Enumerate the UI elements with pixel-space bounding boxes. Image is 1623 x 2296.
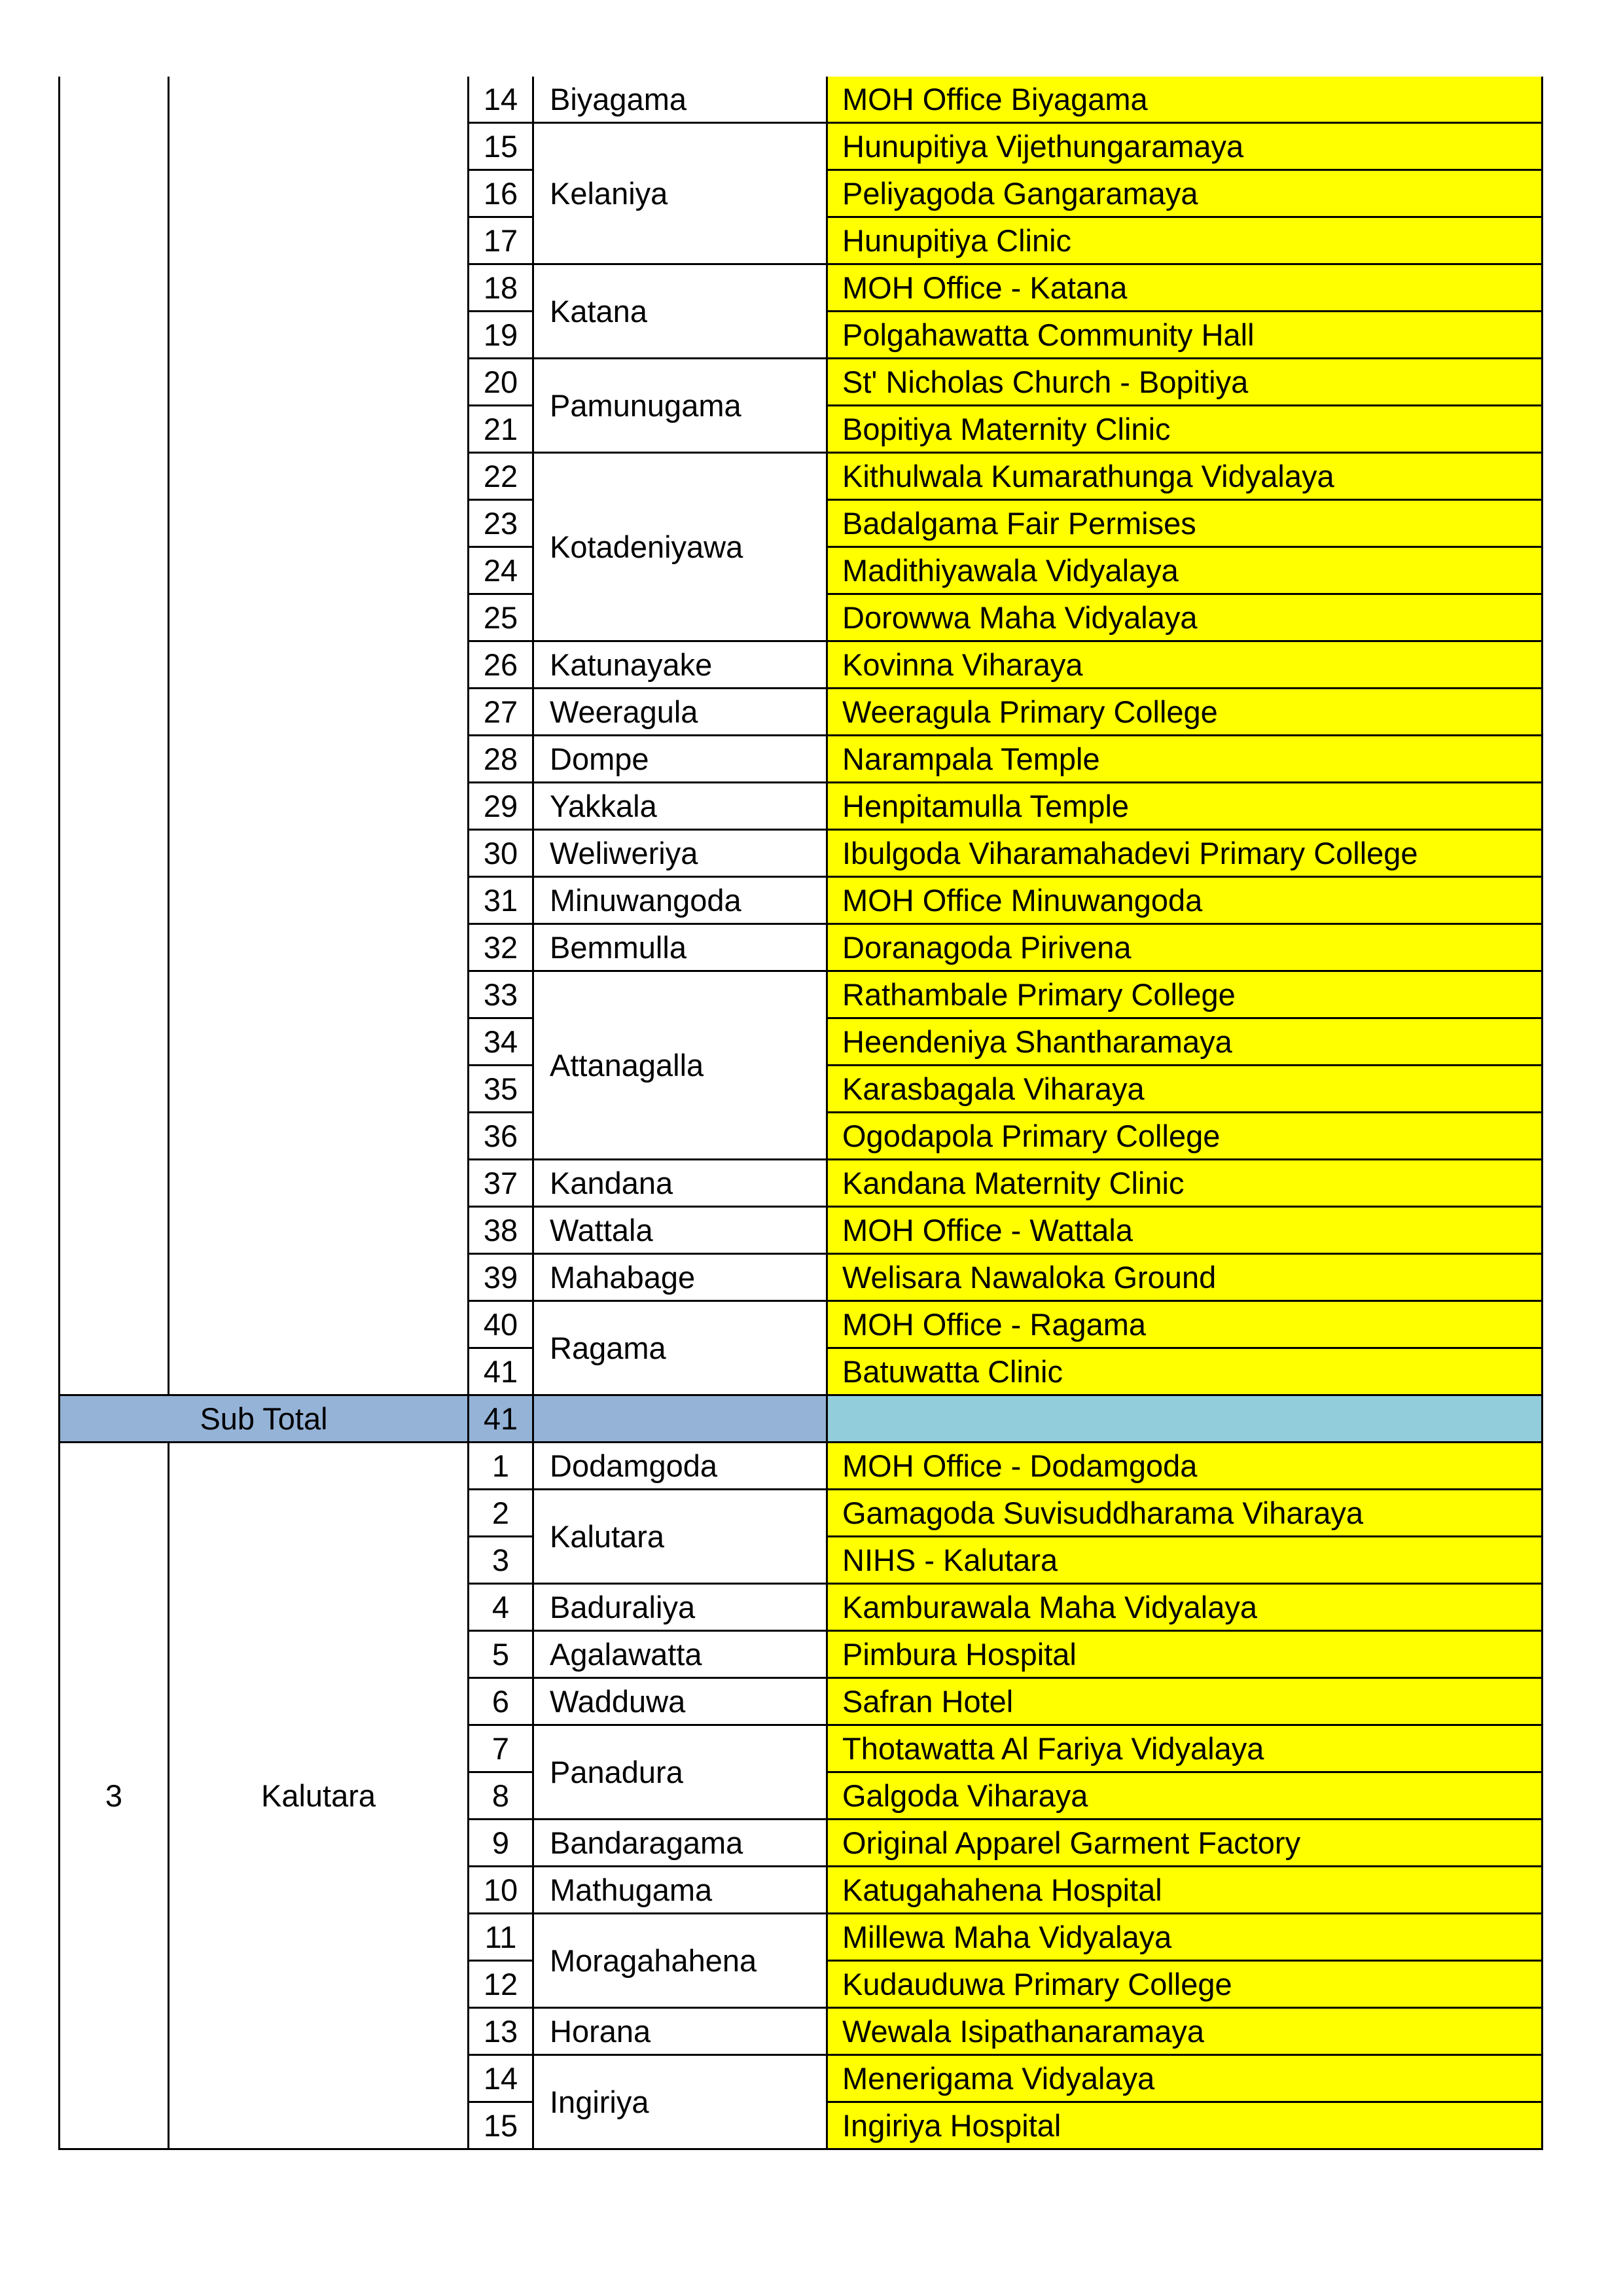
row-number: 24 — [469, 547, 533, 594]
row-number: 20 — [469, 359, 533, 406]
centre-location: Galgoda Viharaya — [827, 1772, 1543, 1820]
moh-area: Pamunugama — [533, 359, 827, 453]
centre-location: Welisara Nawaloka Ground — [827, 1254, 1543, 1301]
centre-location: Heendeniya Shantharamaya — [827, 1018, 1543, 1066]
centre-location: Batuwatta Clinic — [827, 1348, 1543, 1395]
centre-location: Ingiriya Hospital — [827, 2102, 1543, 2149]
moh-area: Yakkala — [533, 783, 827, 830]
centre-location: Karasbagala Viharaya — [827, 1066, 1543, 1113]
moh-area: Katana — [533, 264, 827, 359]
centre-location: MOH Office Minuwangoda — [827, 877, 1543, 924]
moh-area: Dompe — [533, 736, 827, 783]
moh-area: Mahabage — [533, 1254, 827, 1301]
subtotal-location-blank — [827, 1395, 1543, 1443]
row-number: 18 — [469, 264, 533, 312]
row-number: 27 — [469, 689, 533, 736]
moh-area: Bemmulla — [533, 924, 827, 971]
centre-location: Thotawatta Al Fariya Vidyalaya — [827, 1725, 1543, 1772]
centre-location: Weeragula Primary College — [827, 689, 1543, 736]
row-number: 16 — [469, 170, 533, 217]
moh-area: Baduraliya — [533, 1584, 827, 1631]
moh-area: Moragahahena — [533, 1914, 827, 2008]
row-number: 14 — [469, 2055, 533, 2102]
row-number: 30 — [469, 830, 533, 877]
row-number: 1 — [469, 1443, 533, 1490]
row-number: 36 — [469, 1113, 533, 1160]
row-number: 2 — [469, 1490, 533, 1537]
row-number: 11 — [469, 1914, 533, 1961]
row-number: 40 — [469, 1301, 533, 1348]
row-number: 9 — [469, 1820, 533, 1867]
moh-area: Ingiriya — [533, 2055, 827, 2149]
moh-area: Wattala — [533, 1207, 827, 1254]
table-row — [60, 1443, 1543, 1490]
district-index: 3 — [60, 1443, 169, 2149]
row-number: 14 — [469, 77, 533, 123]
row-number: 7 — [469, 1725, 533, 1772]
centre-location: Dorowwa Maha Vidyalaya — [827, 594, 1543, 641]
centre-location: MOH Office - Wattala — [827, 1207, 1543, 1254]
row-number: 37 — [469, 1160, 533, 1207]
moh-area: Kotadeniyawa — [533, 453, 827, 641]
centre-location: Ogodapola Primary College — [827, 1113, 1543, 1160]
moh-area: Minuwangoda — [533, 877, 827, 924]
row-number: 13 — [469, 2008, 533, 2055]
moh-area: Mathugama — [533, 1867, 827, 1914]
centre-location: Narampala Temple — [827, 736, 1543, 783]
table-row — [60, 77, 1543, 123]
centre-location: Kithulwala Kumarathunga Vidyalaya — [827, 453, 1543, 500]
moh-area: Wadduwa — [533, 1678, 827, 1725]
row-number: 6 — [469, 1678, 533, 1725]
centre-location: Badalgama Fair Permises — [827, 500, 1543, 547]
moh-area: Kelaniya — [533, 123, 827, 264]
centre-location: Polgahawatta Community Hall — [827, 312, 1543, 359]
centre-location: Ibulgoda Viharamahadevi Primary College — [827, 830, 1543, 877]
centre-location: Doranagoda Pirivena — [827, 924, 1543, 971]
centre-location: Bopitiya Maternity Clinic — [827, 406, 1543, 453]
row-number: 34 — [469, 1018, 533, 1066]
centre-location: Rathambale Primary College — [827, 971, 1543, 1018]
moh-area: Biyagama — [533, 77, 827, 123]
moh-area: Weliweriya — [533, 830, 827, 877]
centre-location: Henpitamulla Temple — [827, 783, 1543, 830]
centre-location: Original Apparel Garment Factory — [827, 1820, 1543, 1867]
moh-area: Agalawatta — [533, 1631, 827, 1678]
centre-location: Kovinna Viharaya — [827, 641, 1543, 689]
centre-location: NIHS - Kalutara — [827, 1537, 1543, 1584]
centre-location: Wewala Isipathanaramaya — [827, 2008, 1543, 2055]
row-number: 38 — [469, 1207, 533, 1254]
row-number: 35 — [469, 1066, 533, 1113]
moh-area: Weeragula — [533, 689, 827, 736]
district-name-cell — [169, 77, 469, 1395]
centre-location: Gamagoda Suvisuddharama Viharaya — [827, 1490, 1543, 1537]
centre-location: Hunupitiya Vijethungaramaya — [827, 123, 1543, 170]
centre-location: Menerigama Vidyalaya — [827, 2055, 1543, 2102]
subtotal-count: 41 — [469, 1395, 533, 1443]
centre-location: Kamburawala Maha Vidyalaya — [827, 1584, 1543, 1631]
moh-area: Panadura — [533, 1725, 827, 1820]
moh-area: Bandaragama — [533, 1820, 827, 1867]
row-number: 15 — [469, 123, 533, 170]
row-number: 32 — [469, 924, 533, 971]
centre-location: MOH Office - Ragama — [827, 1301, 1543, 1348]
moh-area: Attanagalla — [533, 971, 827, 1160]
row-number: 10 — [469, 1867, 533, 1914]
centre-location: MOH Office - Dodamgoda — [827, 1443, 1543, 1490]
subtotal-row — [60, 1395, 1543, 1443]
centre-location: Safran Hotel — [827, 1678, 1543, 1725]
centre-location: MOH Office - Katana — [827, 264, 1543, 312]
subtotal-moh-blank — [533, 1395, 827, 1443]
row-number: 41 — [469, 1348, 533, 1395]
centre-location: Pimbura Hospital — [827, 1631, 1543, 1678]
centre-location: St' Nicholas Church - Bopitiya — [827, 359, 1543, 406]
row-number: 3 — [469, 1537, 533, 1584]
district-index-cell — [60, 77, 169, 1395]
row-number: 8 — [469, 1772, 533, 1820]
row-number: 33 — [469, 971, 533, 1018]
row-number: 31 — [469, 877, 533, 924]
centre-location: Madithiyawala Vidyalaya — [827, 547, 1543, 594]
row-number: 22 — [469, 453, 533, 500]
row-number: 21 — [469, 406, 533, 453]
centre-location: Katugahahena Hospital — [827, 1867, 1543, 1914]
moh-area: Dodamgoda — [533, 1443, 827, 1490]
row-number: 25 — [469, 594, 533, 641]
row-number: 5 — [469, 1631, 533, 1678]
vaccination-centres-table — [58, 77, 1543, 2150]
centre-location: Kudauduwa Primary College — [827, 1961, 1543, 2008]
centre-location: Peliyagoda Gangaramaya — [827, 170, 1543, 217]
centre-location: Millewa Maha Vidyalaya — [827, 1914, 1543, 1961]
row-number: 12 — [469, 1961, 533, 2008]
row-number: 28 — [469, 736, 533, 783]
row-number: 19 — [469, 312, 533, 359]
moh-area: Ragama — [533, 1301, 827, 1395]
row-number: 39 — [469, 1254, 533, 1301]
moh-area: Horana — [533, 2008, 827, 2055]
subtotal-label: Sub Total — [60, 1395, 469, 1443]
moh-area: Kandana — [533, 1160, 827, 1207]
row-number: 15 — [469, 2102, 533, 2149]
row-number: 17 — [469, 217, 533, 264]
centre-location: MOH Office Biyagama — [827, 77, 1543, 123]
moh-area: Katunayake — [533, 641, 827, 689]
moh-area: Kalutara — [533, 1490, 827, 1584]
row-number: 26 — [469, 641, 533, 689]
row-number: 4 — [469, 1584, 533, 1631]
centre-location: Kandana Maternity Clinic — [827, 1160, 1543, 1207]
row-number: 23 — [469, 500, 533, 547]
centre-location: Hunupitiya Clinic — [827, 217, 1543, 264]
district-name: Kalutara — [169, 1443, 469, 2149]
row-number: 29 — [469, 783, 533, 830]
